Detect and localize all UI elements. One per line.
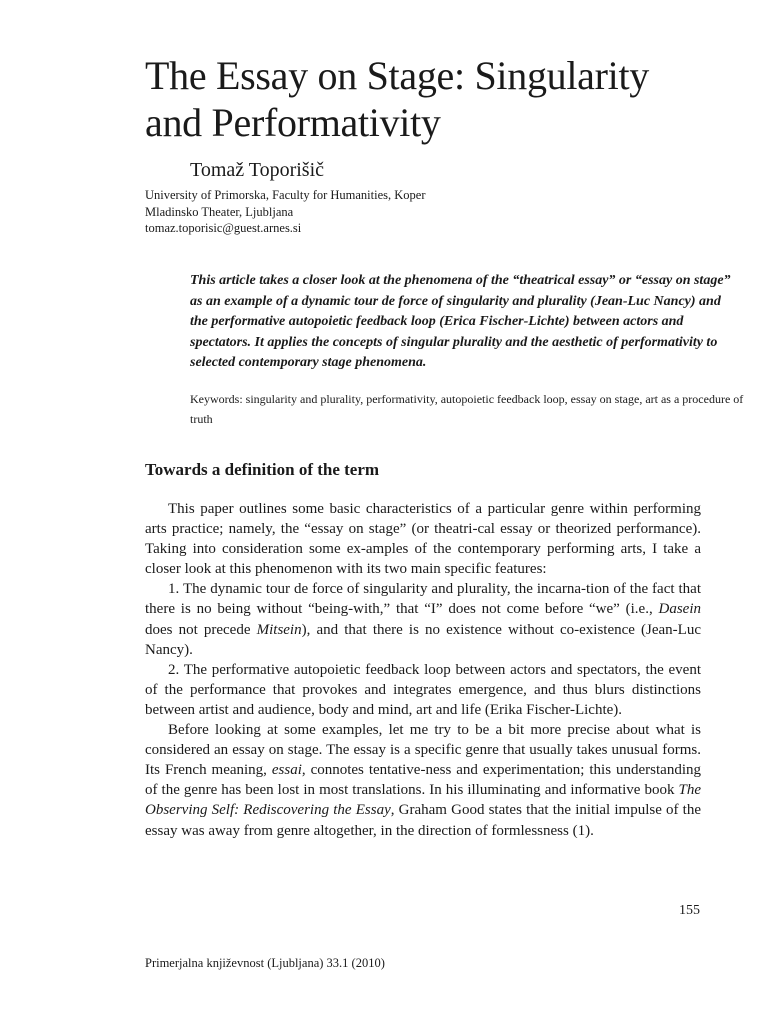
text-run: , connotes tentative-ness and experimentation; this understanding of the genre has been lost in most translations. In his illuminating and informative book	[145, 762, 701, 799]
paragraph-1: This paper outlines some basic characteristics of a particular genre within performing arts practice; namely, the “essay on stage” (or theatri-cal essay or theorized performance). Taking into consideration some ex-amples of the contemporary performing arts, I take a closer look at this phenomenon with its two main specific features:	[145, 501, 701, 578]
author-name: Tomaž Toporišič	[190, 159, 325, 181]
text-run: , Graham Good states that the initial impulse of the essay was away from genre altogether, in the direction of formlessness (1).	[145, 802, 701, 839]
article-title: The Essay on Stage: Singularity and Performativity	[145, 53, 649, 145]
text-run: Before looking at some examples, let me try to be a bit more precise about what is considered an essay on stage. The essay is a specific genre that usually takes unusual forms. Its French meaning,	[145, 722, 701, 779]
italic-term: essai	[271, 762, 302, 779]
italic-term: Mitsein	[256, 621, 302, 638]
text-run: 1. The dynamic tour de force of singularity and plurality, the incarna-tion of the fact that there is no being without “being-with,” that “I” does not come before “we” (i.e.,	[145, 581, 701, 618]
paragraph-3: 2. The performative autopoietic feedback loop between actors and spectators, the event of the performance that provokes and integrates emergence, and thus blurs distinctions between artist and audience, body and mind, art and life (Erika Fischer-Lichte).	[145, 661, 701, 718]
affiliation-theater: Mladinsko Theater, Ljubljana	[145, 204, 294, 219]
page-number: 155	[679, 903, 700, 918]
paragraph-2	[145, 579, 701, 659]
book-title: The Observing Self: Rediscovering the Essay	[145, 782, 701, 819]
author-affiliation	[145, 187, 426, 237]
keywords: Keywords: singularity and plurality, performativity, autopoietic feedback loop, essay on stage, art as a procedure of truth	[190, 392, 744, 426]
affiliation-university: University of Primorska, Faculty for Humanities, Koper	[145, 188, 426, 202]
italic-term: Dasein	[658, 601, 701, 618]
text-run: ), and that there is no existence without co-existence (Jean-Luc Nancy).	[145, 621, 701, 658]
journal-footer: Primerjalna književnost (Ljubljana) 33.1 (2010)	[145, 956, 385, 970]
section-heading: Towards a definition of the term	[145, 460, 380, 479]
paragraph-4	[145, 720, 701, 841]
author-email: tomaz.toporisic@guest.arnes.si	[145, 221, 302, 235]
abstract: This article takes a closer look at the phenomena of the “theatrical essay” or “essay on stage” as an example of a dynamic tour de force of singularity and plurality (Jean-Luc Nancy) and the performative autopoietic feedback loop (Erica Fischer-Lichte) between actors and spectators. It applies the concepts of singular plurality and the aesthetic of performativity to selected contemporary stage phenomena.	[190, 273, 731, 370]
body-text	[145, 499, 701, 841]
text-run: does not precede	[145, 621, 257, 638]
